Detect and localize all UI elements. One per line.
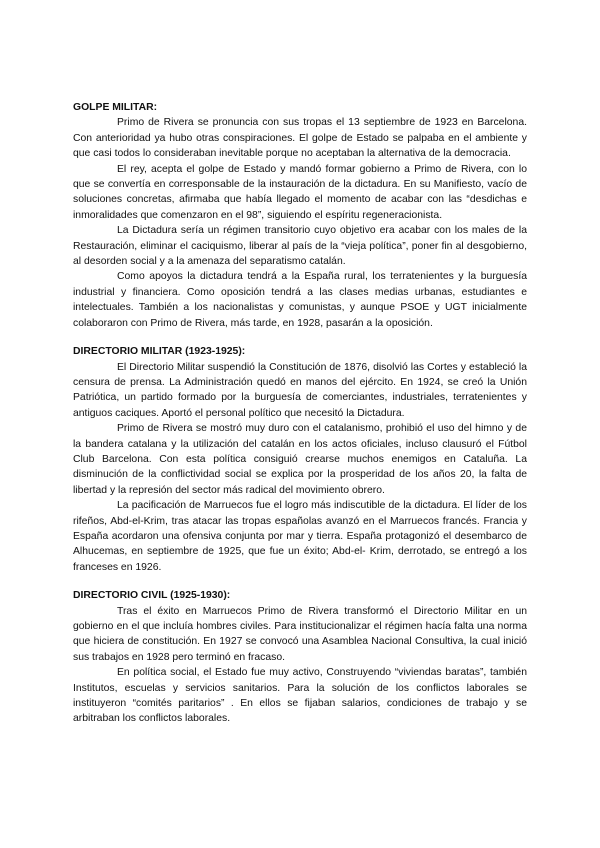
paragraph: En política social, el Estado fue muy activo, Construyendo “viviendas baratas”, también Institutos, escuelas y servicios sanitarios. Para la solución de los conflictos laborales se instituyeron “comités paritarios” . En ellos se fijaban salarios, condiciones de trabajo y se arbitraban los conflictos laborales. [73,667,527,725]
paragraph: El rey, acepta el golpe de Estado y mandó formar gobierno a Primo de Rivera, con lo que se convertía en corresponsable de la instauración de la dictadura. En su Manifiesto, vacío de soluciones concretas, afirmaba que había llegado el momento de acabar con las “desdichas e inmoralidades que comenzaron en el 98”, siguiendo el espíritu regeneracionista. [73,163,527,221]
section-heading: DIRECTORIO MILITAR (1923-1925): [73,346,246,358]
paragraph: Como apoyos la dictadura tendrá a la España rural, los terratenientes y la burguesía industrial y financiera. Como oposición tendrá a las clases medias urbanas, estudiantes e intelectuales. También a los nacionalistas y comunistas, y aunque PSOE y UGT inicialmente colaboraron con Primo de Rivera, más tarde, en 1928, pasarán a la oposición. [73,271,527,329]
section-heading: DIRECTORIO CIVIL (1925-1930): [73,590,231,602]
paragraph: Primo de Rivera se pronuncia con sus tropas el 13 septiembre de 1923 en Barcelona. Con anterioridad ya hubo otras conspiraciones. El golpe de Estado se palpaba en el ambiente y que casi todos lo consideraban inevitable porque no aceptaban la alternativa de la democracia. [73,117,527,160]
section-heading: GOLPE MILITAR: [73,102,158,113]
paragraph: Primo de Rivera se mostró muy duro con el catalanismo, prohibió el uso del himno y de la bandera catalana y la utilización del catalán en los actos oficiales, incluso clausuró el Fútbol Club Barcelona. Con esta política consiguió crearse muchos enemigos en Cataluña. La disminución de la conflictividad social se explica por la prosperidad de los años 20, la falta de libertad y la represión del sector más radical del movimiento obrero. [73,423,527,496]
section-golpe-militar [73,100,527,331]
paragraph: La pacificación de Marruecos fue el logro más indiscutible de la dictadura. El líder de los rifeños, Abd-el-Krim, tras atacar las tropas españolas avanzó en el Marruecos francés. Francia y España acordaron una ofensiva conjunta por mar y tierra. España protagonizó el desembarco de Alhucemas, en septiembre de 1925, que fue un éxito; Abd-el- Krim, derrotado, se entregó a los franceses en 1926. [73,500,527,573]
section-directorio-militar [73,344,527,575]
paragraph: El Directorio Militar suspendió la Constitución de 1876, disolvió las Cortes y estableció la censura de prensa. La Administración quedó en manos del ejército. En 1924, se creó la Unión Patriótica, un partido formado por la burguesía de comerciantes, industriales, terratenientes y antiguos caciques. Aportó el personal político que necesitó la Dictadura. [73,361,527,419]
paragraph: Tras el éxito en Marruecos Primo de Rivera transformó el Directorio Militar en un gobierno en el que incluía hombres civiles. Para institucionalizar el régimen hacía falta una norma que hiciera de constitución. En 1927 se convocó una Asamblea Nacional Consultiva, la cual inició sus trabajos en 1928 pero terminó en fracaso. [73,605,527,663]
section-directorio-civil [73,588,527,727]
paragraph: La Dictadura sería un régimen transitorio cuyo objetivo era acabar con los males de la Restauración, eliminar el caciquismo, liberar al país de la “vieja política”, poner fin al desgobierno, al desorden social y a la amenaza del separatismo catalán. [73,225,527,268]
